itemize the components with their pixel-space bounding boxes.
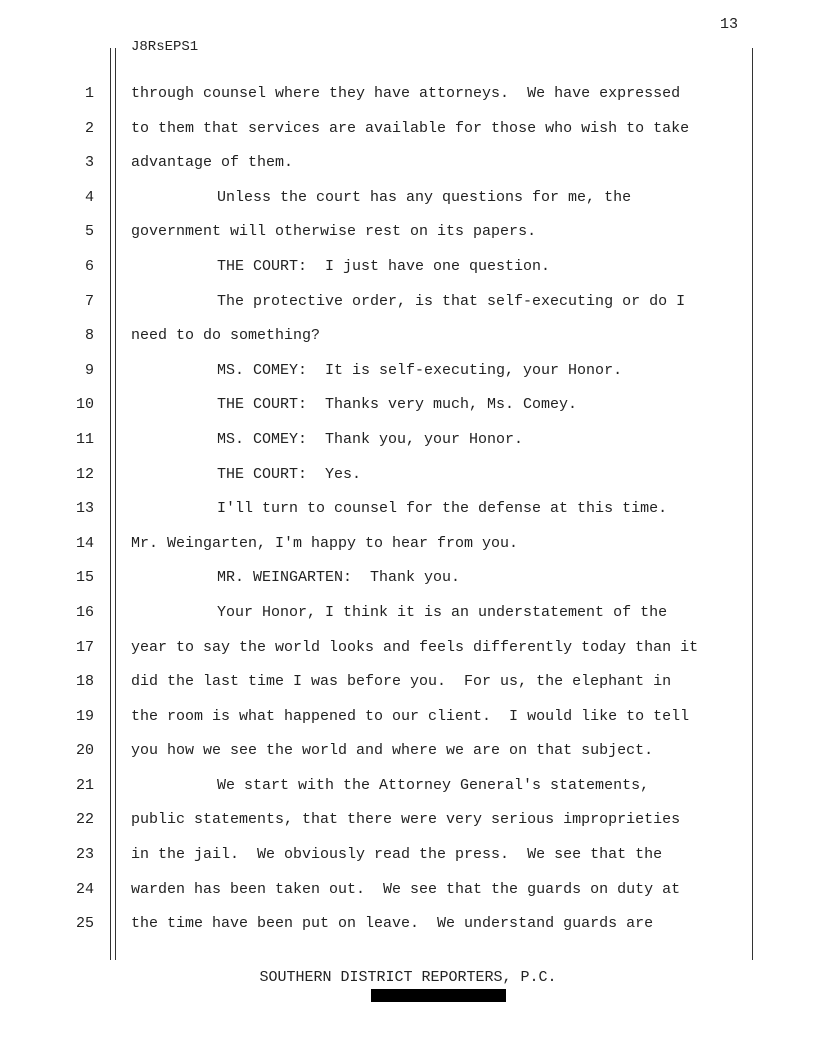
transcript-line	[0, 423, 816, 458]
transcript-line	[0, 596, 816, 631]
line-number: 10	[75, 396, 94, 414]
line-number: 25	[75, 915, 94, 933]
line-number: 6	[84, 257, 94, 275]
transcript-line	[0, 769, 816, 804]
line-text: We start with the Attorney General's statements,	[217, 776, 650, 794]
transcript-line	[0, 838, 816, 873]
transcript-body	[0, 77, 816, 942]
transcript-line	[0, 527, 816, 562]
line-text: need to do something?	[131, 327, 321, 345]
line-number: 12	[75, 465, 94, 483]
transcript-line	[0, 561, 816, 596]
transcript-line	[0, 112, 816, 147]
line-number: 5	[84, 223, 94, 241]
transcript-line	[0, 907, 816, 942]
line-number: 21	[75, 776, 94, 794]
transcript-line	[0, 77, 816, 112]
page-number: 13	[719, 16, 738, 33]
line-number: 8	[84, 327, 94, 345]
line-text: MS. COMEY: It is self-executing, your Honor.	[217, 361, 623, 379]
line-text: warden has been taken out. We see that the guards on duty at	[131, 880, 681, 898]
transcript-line	[0, 873, 816, 908]
line-text: year to say the world looks and feels differently today than it	[131, 638, 699, 656]
line-number: 19	[75, 707, 94, 725]
line-text: Unless the court has any questions for me, the	[217, 188, 632, 206]
line-number: 24	[75, 880, 94, 898]
line-text: I'll turn to counsel for the defense at this time.	[217, 500, 668, 518]
line-text: government will otherwise rest on its papers.	[131, 223, 537, 241]
line-text: MS. COMEY: Thank you, your Honor.	[217, 430, 524, 448]
line-text: you how we see the world and where we are on that subject.	[131, 742, 654, 760]
line-number: 3	[84, 154, 94, 172]
transcript-line	[0, 146, 816, 181]
transcript-line	[0, 803, 816, 838]
redaction-bar	[371, 989, 506, 1002]
line-text: MR. WEINGARTEN: Thank you.	[217, 569, 461, 587]
line-text: The protective order, is that self-executing or do I	[217, 292, 686, 310]
line-number: 2	[84, 119, 94, 137]
line-text: the room is what happened to our client. I would like to tell	[131, 707, 690, 725]
line-text: did the last time I was before you. For us, the elephant in	[131, 673, 672, 691]
transcript-line	[0, 319, 816, 354]
line-text: through counsel where they have attorneys. We have expressed	[131, 85, 681, 102]
transcript-line	[0, 492, 816, 527]
line-text: THE COURT: Thanks very much, Ms. Comey.	[217, 396, 578, 414]
transcript-line	[0, 250, 816, 285]
line-number: 15	[75, 569, 94, 587]
line-text: Your Honor, I think it is an understatement of the	[217, 603, 668, 621]
line-number: 23	[75, 846, 94, 864]
transcript-line	[0, 388, 816, 423]
line-text: in the jail. We obviously read the press. We see that the	[131, 846, 663, 864]
line-number: 20	[75, 742, 94, 760]
line-number: 17	[75, 638, 94, 656]
case-id: J8RsEPS1	[131, 39, 199, 55]
line-number: 9	[84, 361, 94, 379]
line-number: 4	[84, 188, 94, 206]
transcript-line	[0, 285, 816, 320]
transcript-line	[0, 181, 816, 216]
transcript-line	[0, 665, 816, 700]
line-text: advantage of them.	[131, 154, 294, 172]
line-number: 16	[75, 603, 94, 621]
transcript-line	[0, 631, 816, 666]
line-number: 13	[75, 500, 94, 518]
line-text: Mr. Weingarten, I'm happy to hear from you.	[131, 534, 519, 552]
line-number: 18	[75, 673, 94, 691]
transcript-line	[0, 354, 816, 389]
line-number: 11	[75, 430, 94, 448]
transcript-line	[0, 700, 816, 735]
line-number: 14	[75, 534, 94, 552]
line-text: to them that services are available for those who wish to take	[131, 119, 690, 137]
line-number: 22	[75, 811, 94, 829]
transcript-line	[0, 458, 816, 493]
transcript-line	[0, 215, 816, 250]
line-text: THE COURT: I just have one question.	[217, 257, 551, 275]
footer-reporter: SOUTHERN DISTRICT REPORTERS, P.C.	[259, 969, 557, 986]
line-text: THE COURT: Yes.	[217, 465, 362, 483]
line-text: public statements, that there were very serious improprieties	[131, 811, 681, 829]
line-text: the time have been put on leave. We understand guards are	[131, 915, 654, 933]
line-number: 7	[84, 292, 94, 310]
line-number: 1	[84, 85, 94, 102]
transcript-line	[0, 734, 816, 769]
